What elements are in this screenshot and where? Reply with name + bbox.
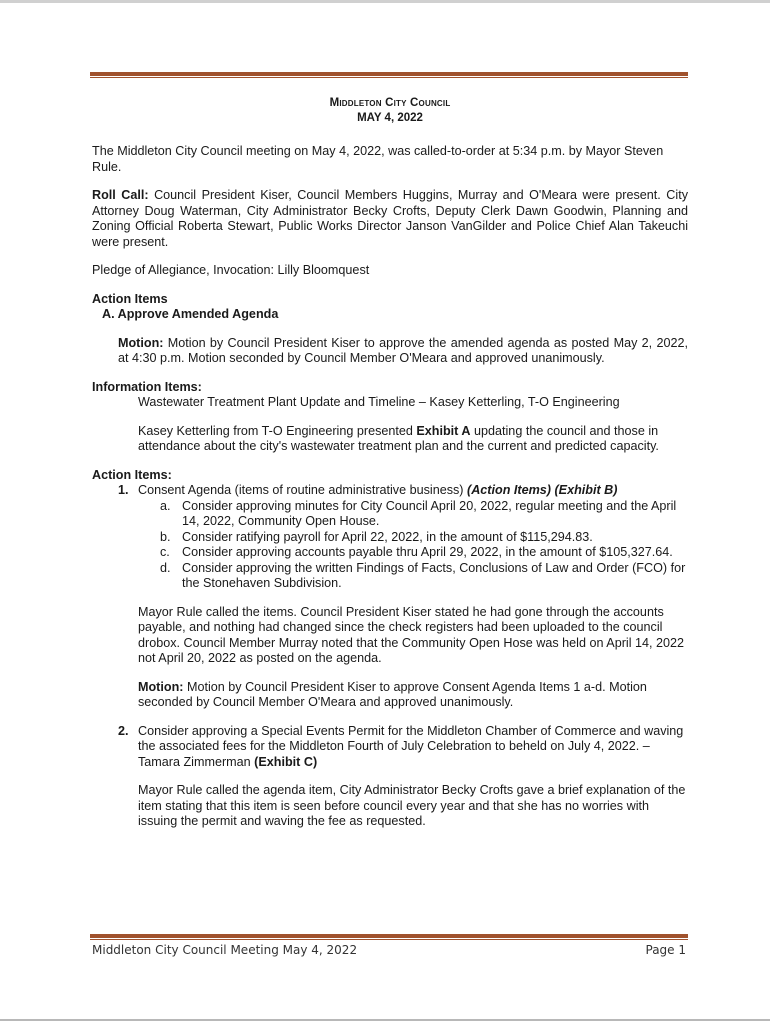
information-items-heading: Information Items: [92,379,202,394]
title-line-2: MAY 4, 2022 [357,112,423,124]
motion-label: Motion: [138,679,184,694]
sub-text: Consider ratifying payroll for April 22, 2022, in the amount of $115,294.83. [182,529,593,544]
footer-title: Middleton City Council Meeting May 4, 2022 [92,943,358,957]
sub-text: Consider approving accounts payable thru April 29, 2022, in the amount of $105,327.64. [182,545,673,559]
information-item: Wastewater Treatment Plant Update and Timeline – Kasey Ketterling, T-O Engineering [138,395,620,409]
motion-agenda-paragraph [92,336,688,367]
sub-text: Consider approving minutes for City Council April 20, 2022, regular meeting and the April 14, 2022, Community Open House. [182,498,677,528]
special-events-item [92,724,688,771]
item-2-text-pre: Consider approving a Special Events Permit for the Middleton Chamber of Commerce and waving the associated fees for the Middleton Fourth of July Celebration to beheld on July 4, 2022. – Tamara Zimmerman [138,723,684,769]
motion-text: Motion by Council President Kiser to approve the amended agenda as posted May 2, 2022, at 4:30 p.m. Motion seconded by Council Member O'Meara and approved unanimously. [118,335,688,365]
information-body [92,424,688,455]
action-items-heading-2: Action Items: [92,467,172,482]
item-a-approve-agenda: A. Approve Amended Agenda [102,307,279,321]
motion-text: Motion by Council President Kiser to approve Consent Agenda Items 1 a-d. Motion seconded by Council Member O'Meara and approved unanimously. [138,679,647,709]
item-1-text [138,483,617,499]
sub-text: Consider approving the written Findings of Facts, Conclusions of Law and Order (FCO) for the Stonehaven Subdivision. [182,560,686,590]
page-footer [92,943,686,957]
intro-paragraph: The Middleton City Council meeting on May 4, 2022, was called-to-order at 5:34 p.m. by Mayor Steven Rule. [92,144,664,174]
motion-consent-paragraph [92,680,688,711]
item-2-number: 2. [118,723,129,738]
roll-call-text: Council President Kiser, Council Members Huggins, Murray and O'Meara were present. City Attorney Doug Waterman, City Administrator Becky Crofts, Deputy Clerk Dawn Goodwin, Planning and Zoning Official Roberta Stewart, Public Works Director Janson VanGilder and Police Chief Alan Takeuchi were present. [92,188,688,249]
consent-agenda-item [92,483,688,499]
motion-label: Motion: [118,335,164,350]
exhibit-a: Exhibit A [416,423,471,438]
sub-letter: c. [160,545,170,559]
item-1-exhibit: (Action Items) (Exhibit B) [467,483,618,497]
page-number: Page 1 [645,943,686,957]
roll-call-paragraph [92,188,688,250]
sub-letter: a. [160,498,171,513]
consent-discussion: Mayor Rule called the items. Council President Kiser stated he had gone through the accounts payable, and nothing had changed since the check registers had been uploaded to the council drobox. Council Member Murray noted that the Community Open Hose was held on April 14, 2022 not April 20, 2022 as posted on the agenda. [138,604,685,665]
item-2-text [138,724,688,771]
sub-item-c [92,545,688,561]
sub-letter: d. [160,560,171,575]
special-events-discussion: Mayor Rule called the agenda item, City Administrator Becky Crofts gave a brief explanation of the item stating that this item is seen before council every year and that she has no worries with issuing the permit and waving the fee as requested. [138,783,686,828]
title-line-1: Middleton City Council [329,97,451,109]
sub-letter: b. [160,529,171,544]
action-items-heading: Action Items [92,291,168,306]
item-1-number: 1. [118,483,129,497]
sub-item-d [92,561,688,592]
page-edge-top [0,0,770,3]
header-rule [90,72,688,78]
document-body [92,96,688,830]
info-body-pre: Kasey Ketterling from T-O Engineering presented [138,423,417,438]
pledge-paragraph: Pledge of Allegiance, Invocation: Lilly Bloomquest [92,263,370,277]
page-edge-bottom [0,1019,770,1021]
item-1-text-pre: Consent Agenda (items of routine administrative business) [138,483,468,497]
footer-rule [90,934,688,940]
sub-item-b [92,530,688,546]
info-body-post: updating the council and those in attendance about the city's wastewater treatment plan and the current and predicted capacity. [138,423,659,453]
exhibit-c: (Exhibit C) [254,754,318,769]
document-title [92,96,688,126]
roll-call-label: Roll Call: [92,188,149,202]
sub-item-a [92,499,688,530]
